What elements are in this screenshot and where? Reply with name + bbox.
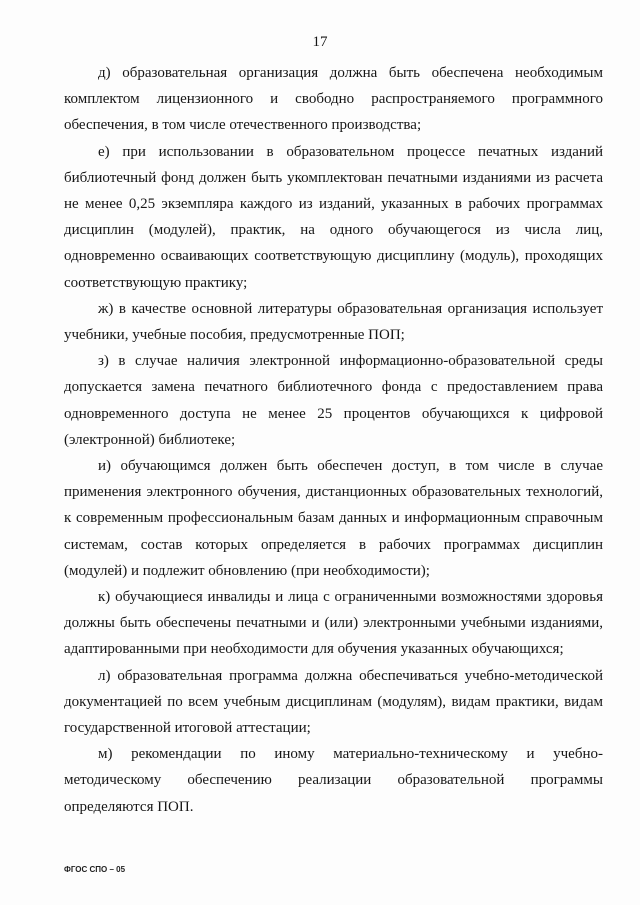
paragraph-zh: ж) в качестве основной литературы образовательная организация использует учебники, учебные пособия, предусмотренные ПОП; [64, 300, 603, 344]
paragraph-i: и) обучающимся должен быть обеспечен доступ, в том числе в случае применения электронного обучения, дистанционных образовательных технологий, к современным профессиональным базам данных и информационным справочным системам, состав которых определяется в рабочих программах дисциплин (модулей) и подлежит обновлению (при необходимости); [64, 458, 603, 579]
paragraph-l: л) образовательная программа должна обеспечиваться учебно-методической документацией по всем учебным дисциплинам (модулям), видам практики, видам государственной итоговой аттестации; [64, 667, 603, 737]
paragraph-d: д) образовательная организация должна быть обеспечена необходимым комплектом лицензионного и свободно распространяемого программного обеспечения, в том числе отечественного производства; [64, 65, 603, 134]
page-number: 17 [312, 34, 328, 50]
paragraph-e: е) при использовании в образовательном процессе печатных изданий библиотечный фонд должен быть укомплектован печатными изданиями из расчета не менее 0,25 экземпляра каждого из изданий, указанных в рабочих программах дисциплин (модулей), практик, на одного обучающегося из числа лиц, одновременно осваивающих соответствующую дисциплину (модуль), проходящих соответствующую практику; [64, 143, 603, 291]
footer-document-code: ФГОС СПО – 05 [64, 865, 126, 874]
paragraph-k: к) обучающиеся инвалиды и лица с ограниченными возможностями здоровья должны быть обеспечены печатными и (или) электронными учебными изданиями, адаптированными при необходимости для обучения указанных обучающихся; [64, 589, 603, 658]
paragraph-z: з) в случае наличия электронной информационно-образовательной среды допускается замена печатного библиотечного фонда с предоставлением права одновременного доступа не менее 25 процентов обучающихся к цифровой (электронной) библиотеке; [64, 353, 603, 448]
document-body [64, 60, 603, 820]
paragraph-m: м) рекомендации по иному материально-техническому и учебно-методическому обеспечению реализации образовательной программы определяются ПОП. [64, 746, 603, 815]
